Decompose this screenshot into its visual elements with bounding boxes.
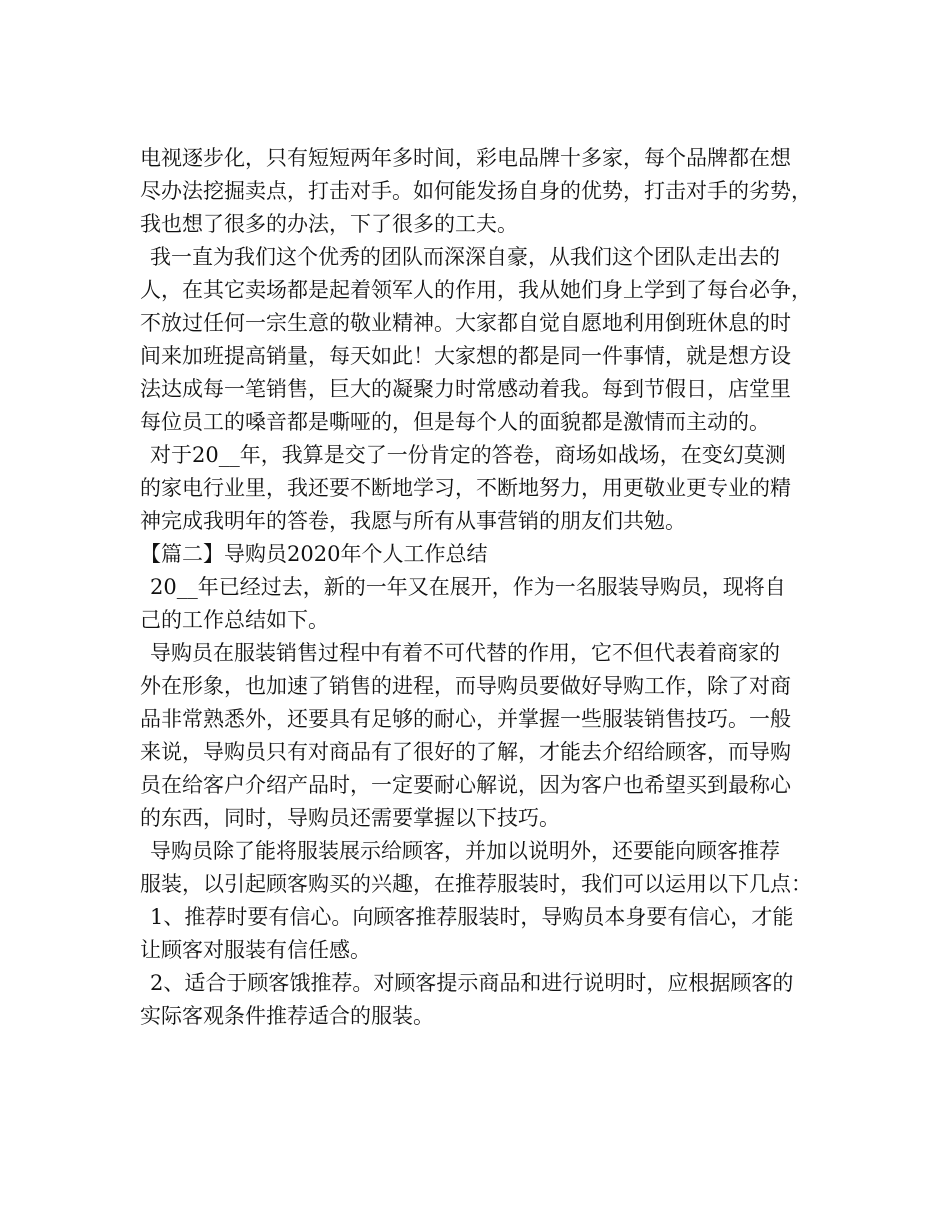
text-line: 尽办法挖掘卖点，打击对手。如何能发扬自身的优势，打击对手的劣势，	[140, 179, 812, 203]
paragraph-first-line: 导购员在服装销售过程中有着不可代替的作用，它不但代表着商家的	[150, 641, 780, 665]
text-line: 法达成每一笔销售，巨大的凝聚力时常感动着我。每到节假日，店堂里	[140, 377, 791, 401]
text-line: 外在形象，也加速了销售的进程，而导购员要做好导购工作，除了对商	[140, 674, 791, 698]
paragraph-first-line: 导购员除了能将服装展示给顾客，并加以说明外，还要能向顾客推荐	[150, 839, 780, 863]
list-item: 2、适合于顾客饿推荐。对顾客提示商品和进行说明时，应根据顾客的	[150, 971, 794, 995]
paragraph-first-line: 对于20__年，我算是交了一份肯定的答卷，商场如战场，在变幻莫测	[150, 443, 786, 467]
text-line: 品非常熟悉外，还要具有足够的耐心，并掌握一些服装销售技巧。一般	[140, 707, 791, 731]
text-line: 员在给客户介绍产品时，一定要耐心解说，因为客户也希望买到最称心	[140, 773, 791, 797]
document-body	[140, 142, 830, 1033]
text-line: 服装，以引起顾客购买的兴趣，在推荐服装时，我们可以运用以下几点：	[140, 872, 812, 896]
paragraph-first-line: 20__年已经过去，新的一年又在展开，作为一名服装导购员，现将自	[150, 575, 786, 599]
text-line: 神完成我明年的答卷，我愿与所有从事营销的朋友们共勉。	[140, 509, 686, 533]
text-line: 的家电行业里，我还要不断地学习，不断地努力，用更敬业更专业的精	[140, 476, 791, 500]
text-line: 电视逐步化，只有短短两年多时间，彩电品牌十多家，每个品牌都在想	[140, 146, 791, 170]
text-line: 间来加班提高销量，每天如此！大家想的都是同一件事情，就是想方设	[140, 344, 791, 368]
list-item: 1、推荐时要有信心。向顾客推荐服装时，导购员本身要有信心，才能	[150, 905, 794, 929]
text-line: 己的工作总结如下。	[140, 608, 329, 632]
paragraph-first-line: 我一直为我们这个优秀的团队而深深自豪，从我们这个团队走出去的	[150, 245, 780, 269]
text-line: 来说，导购员只有对商品有了很好的了解，才能去介绍给顾客，而导购	[140, 740, 791, 764]
text-line: 实际客观条件推荐适合的服装。	[140, 1004, 434, 1028]
text-line: 让顾客对服装有信任感。	[140, 938, 371, 962]
text-line: 我也想了很多的办法，下了很多的工夫。	[140, 212, 518, 236]
text-line: 人，在其它卖场都是起着领军人的作用，我从她们身上学到了每台必争，	[140, 278, 812, 302]
text-line: 每位员工的嗓音都是嘶哑的，但是每个人的面貌都是激情而主动的。	[140, 410, 770, 434]
section-heading: 【篇二】导购员2020年个人工作总结	[140, 542, 488, 566]
text-line: 的东西，同时，导购员还需要掌握以下技巧。	[140, 806, 560, 830]
text-line: 不放过任何一宗生意的敬业精神。大家都自觉自愿地利用倒班休息的时	[140, 311, 791, 335]
